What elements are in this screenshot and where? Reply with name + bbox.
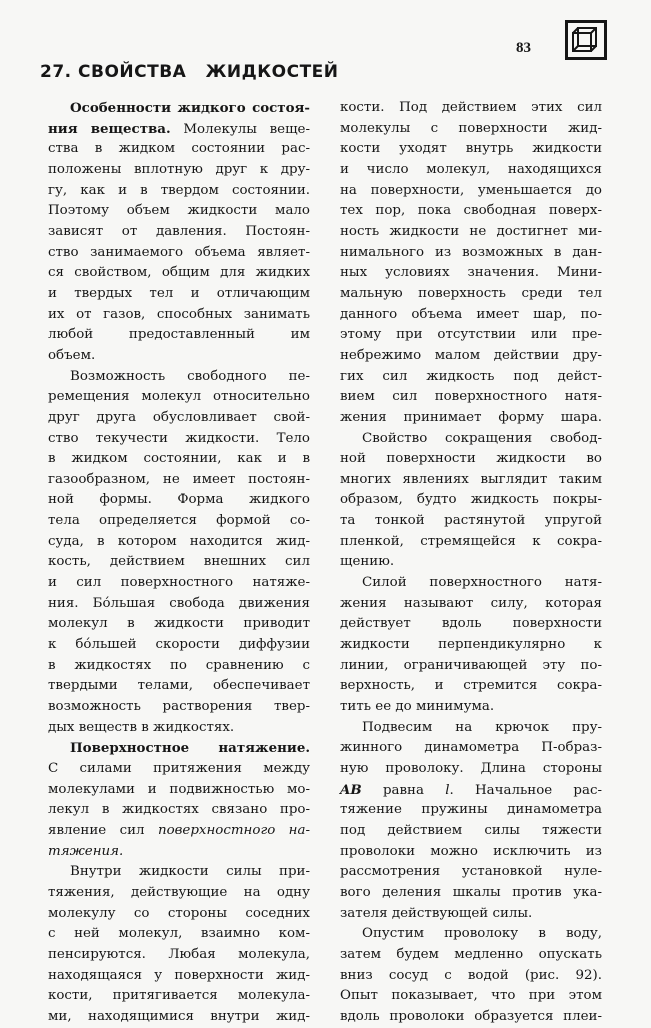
text-line xyxy=(340,511,602,532)
text-line xyxy=(48,594,310,615)
text-fragment: та тонкой растянутой упругой xyxy=(340,513,602,529)
text-line xyxy=(48,470,310,491)
text-fragment: дых веществ в жидкостях. xyxy=(48,719,235,735)
text-fragment: Силой поверхностного натя- xyxy=(362,575,602,591)
text-fragment: AB xyxy=(340,781,362,798)
text-line xyxy=(48,222,310,243)
text-line xyxy=(340,883,602,904)
text-line xyxy=(340,986,602,1007)
text-line xyxy=(340,532,602,553)
text-fragment: Подвесим на крючок пру- xyxy=(362,719,602,735)
right-column xyxy=(340,98,602,1028)
text-fragment: ся свойством, общим для жидких xyxy=(48,265,310,281)
left-column xyxy=(48,98,310,1028)
text-line xyxy=(340,470,602,491)
text-line xyxy=(340,904,602,925)
text-fragment: Особенности жидкого состоя- xyxy=(70,100,310,116)
text-fragment: лекул в жидкостях связано про- xyxy=(48,802,310,818)
text-fragment: под действием силы тяжести xyxy=(340,822,602,838)
text-fragment: проволоки можно исключить из xyxy=(340,843,602,859)
text-line xyxy=(340,635,602,656)
text-line xyxy=(340,924,602,945)
text-line xyxy=(340,367,602,388)
text-fragment: вдоль проволоки образуется плеи- xyxy=(340,1008,602,1024)
text-line xyxy=(340,614,602,635)
text-line xyxy=(48,387,310,408)
text-fragment: ство текучести жидкости. Тело xyxy=(48,430,310,446)
text-line xyxy=(48,367,310,388)
text-line xyxy=(340,594,602,615)
text-line xyxy=(48,821,310,842)
text-line xyxy=(340,243,602,264)
text-fragment: твердыми телами, обеспечивает xyxy=(48,678,310,694)
text-line xyxy=(48,966,310,987)
text-line xyxy=(340,98,602,119)
text-line xyxy=(340,263,602,284)
text-fragment: Свойство сокращения свобод- xyxy=(362,430,602,446)
text-line xyxy=(340,676,602,697)
text-line xyxy=(48,305,310,326)
text-fragment: в жидком состоянии, как и в xyxy=(48,451,310,467)
text-line xyxy=(48,718,310,739)
page-number: 83 xyxy=(516,40,531,56)
text-fragment: верхность, и стремится сокра- xyxy=(340,678,602,694)
text-line xyxy=(340,490,602,511)
text-line xyxy=(340,862,602,883)
text-fragment: находящаяся у поверхности жид- xyxy=(48,967,310,983)
text-fragment: ность жидкости не достигнет ми- xyxy=(340,223,602,239)
text-line xyxy=(340,181,602,202)
text-fragment: объем. xyxy=(48,347,96,363)
text-line xyxy=(340,449,602,470)
text-fragment: ремещения молекул относительно xyxy=(48,389,310,405)
text-line xyxy=(340,718,602,739)
text-fragment: Поэтому объем жидкости мало xyxy=(48,203,310,219)
text-line xyxy=(48,346,310,367)
text-fragment: линии, ограничивающей эту по- xyxy=(340,657,602,673)
text-fragment: . Начальное рас- xyxy=(449,782,602,798)
text-fragment: молекулами и подвижностью мо- xyxy=(48,781,310,797)
text-fragment: ной формы. Форма жидкого xyxy=(48,492,310,508)
text-fragment: ния. Бо́льшая свобода движения xyxy=(48,595,310,611)
text-line xyxy=(48,243,310,264)
text-line xyxy=(48,945,310,966)
text-fragment: многих явлениях выглядит таким xyxy=(340,471,602,487)
text-line xyxy=(340,284,602,305)
text-line xyxy=(340,429,602,450)
text-fragment: кости. Под действием этих сил xyxy=(340,100,602,115)
text-line xyxy=(48,862,310,883)
text-line xyxy=(48,986,310,1007)
text-line xyxy=(340,160,602,181)
text-line xyxy=(340,697,602,718)
text-fragment: молекул в жидкости приводит xyxy=(48,616,310,632)
text-fragment: и твердых тел и отличающим xyxy=(48,285,310,301)
text-fragment: с ней молекул, взаимно ком- xyxy=(48,926,310,942)
text-fragment: жения принимает форму шара. xyxy=(340,409,602,425)
text-line xyxy=(340,325,602,346)
text-line xyxy=(48,573,310,594)
text-fragment: пенсируются. Любая молекула, xyxy=(48,946,310,962)
text-fragment: Опыт показывает, что при этом xyxy=(340,988,602,1004)
text-fragment: l xyxy=(445,782,450,798)
text-line xyxy=(48,800,310,821)
text-line xyxy=(340,305,602,326)
text-fragment: небрежимо малом действии дру- xyxy=(340,347,602,363)
text-line xyxy=(48,119,310,140)
text-line xyxy=(48,160,310,181)
text-line xyxy=(48,697,310,718)
text-line xyxy=(340,738,602,759)
text-line xyxy=(340,552,602,573)
text-line xyxy=(48,325,310,346)
text-fragment: Возможность свободного пе- xyxy=(70,368,310,384)
text-fragment: Опустим проволоку в воду, xyxy=(362,926,602,942)
text-line xyxy=(340,139,602,160)
text-fragment: затем будем медленно опускать xyxy=(340,946,602,962)
text-line xyxy=(48,759,310,780)
text-line xyxy=(340,780,602,801)
text-fragment: друг друга обусловливает свой- xyxy=(48,409,310,425)
text-fragment: суда, в котором находится жид- xyxy=(48,533,310,549)
text-fragment: мальную поверхность среди тел xyxy=(340,285,602,301)
text-line xyxy=(340,573,602,594)
text-fragment: жидкости перпендикулярно к xyxy=(340,637,602,653)
text-line xyxy=(340,222,602,243)
text-fragment: жинного динамометра П-образ- xyxy=(340,740,602,756)
text-fragment: жения называют силу, которая xyxy=(340,595,602,611)
text-fragment: молекулы с поверхности жид- xyxy=(340,120,602,136)
text-fragment: Внутри жидкости силы при- xyxy=(70,864,310,880)
text-fragment: тех пор, пока свободная поверх- xyxy=(340,203,602,219)
text-line xyxy=(340,759,602,780)
text-fragment: вого деления шкалы против ука- xyxy=(340,884,602,900)
text-line xyxy=(48,738,310,759)
text-line xyxy=(48,429,310,450)
text-fragment: тяжение пружины динамометра xyxy=(340,802,602,818)
text-fragment: тела определяется формой со- xyxy=(48,513,310,529)
text-line xyxy=(340,201,602,222)
text-fragment: данного объема имеет шар, по- xyxy=(340,306,602,322)
text-line xyxy=(340,842,602,863)
text-line xyxy=(48,842,310,863)
text-fragment: этому при отсутствии или пре- xyxy=(340,327,602,343)
text-line xyxy=(48,656,310,677)
cube-frame-icon xyxy=(565,20,607,60)
text-fragment: тяжения. xyxy=(48,843,124,859)
text-fragment: ной поверхности жидкости во xyxy=(340,451,602,467)
text-line xyxy=(340,656,602,677)
text-fragment: гих сил жидкость под дейст- xyxy=(340,368,602,384)
text-line xyxy=(48,181,310,202)
text-fragment: газообразном, не имеет постоян- xyxy=(48,471,310,487)
text-fragment: их от газов, способных занимать xyxy=(48,306,310,322)
text-line xyxy=(340,966,602,987)
text-fragment: щению. xyxy=(340,554,395,570)
text-fragment: нимального из возможных в дан- xyxy=(340,244,602,260)
text-fragment: ства в жидком состоянии рас- xyxy=(48,141,310,157)
text-line xyxy=(340,821,602,842)
text-line xyxy=(48,263,310,284)
text-line xyxy=(48,511,310,532)
text-fragment: Молекулы веще- xyxy=(170,121,310,137)
text-fragment: рассмотрения установкой нуле- xyxy=(340,864,602,880)
text-fragment: молекулу со стороны соседних xyxy=(48,905,310,921)
text-fragment: тяжения, действующие на одну xyxy=(48,884,310,900)
text-fragment: кости, притягивается молекула- xyxy=(48,988,310,1004)
text-fragment: вием сил поверхностного натя- xyxy=(340,389,602,405)
text-fragment: любой предоставленный им xyxy=(48,327,310,343)
text-fragment: поверхностного на- xyxy=(157,822,311,838)
text-fragment: тить ее до минимума. xyxy=(340,699,495,715)
text-line xyxy=(48,201,310,222)
text-line xyxy=(340,800,602,821)
text-fragment: и число молекул, находящихся xyxy=(340,161,602,177)
text-fragment: кость, действием внешних сил xyxy=(48,554,310,570)
text-line xyxy=(48,552,310,573)
text-fragment: образом, будто жидкость покры- xyxy=(340,492,602,508)
text-line xyxy=(340,408,602,429)
text-line xyxy=(48,532,310,553)
text-line xyxy=(48,139,310,160)
text-fragment: действует вдоль поверхности xyxy=(340,616,602,632)
text-fragment: кости уходят внутрь жидкости xyxy=(340,141,602,157)
text-line xyxy=(340,387,602,408)
text-fragment: ство занимаемого объема являет- xyxy=(48,244,310,260)
text-fragment: и сил поверхностного натяже- xyxy=(48,575,310,591)
text-line xyxy=(340,346,602,367)
text-fragment: равна xyxy=(361,782,446,798)
text-line xyxy=(48,98,310,119)
text-fragment: ми, находящимися внутри жид- xyxy=(48,1008,310,1024)
text-fragment: ных условиях значения. Мини- xyxy=(340,265,602,281)
text-line xyxy=(48,1007,310,1028)
text-line xyxy=(48,284,310,305)
text-line xyxy=(48,676,310,697)
text-line xyxy=(48,490,310,511)
text-fragment: возможность растворения твер- xyxy=(48,699,310,715)
text-fragment: ния вещества. xyxy=(48,120,171,137)
text-line xyxy=(48,449,310,470)
text-fragment: зателя действующей силы. xyxy=(340,905,533,921)
text-line xyxy=(48,780,310,801)
text-line xyxy=(48,614,310,635)
text-line xyxy=(48,408,310,429)
text-line xyxy=(48,904,310,925)
text-fragment: ную проволоку. Длина стороны xyxy=(340,761,602,776)
text-line xyxy=(340,119,602,140)
text-fragment: гу, как и в твердом состоянии. xyxy=(48,182,310,198)
text-fragment: на поверхности, уменьшается до xyxy=(340,182,602,198)
text-fragment: в жидкостях по сравнению с xyxy=(48,657,310,673)
text-line xyxy=(340,945,602,966)
text-fragment: Поверхностное натяжение. xyxy=(70,740,310,757)
text-fragment: явление сил xyxy=(48,822,158,838)
text-fragment: вниз сосуд с водой (рис. 92). xyxy=(340,967,602,983)
text-line xyxy=(48,635,310,656)
text-line xyxy=(48,924,310,945)
section-heading: 27. СВОЙСТВА ЖИДКОСТЕЙ xyxy=(40,62,339,82)
text-fragment: к бо́льшей скорости диффузии xyxy=(48,637,310,653)
text-fragment: С силами притяжения между xyxy=(48,761,310,776)
text-fragment: зависят от давления. Постоян- xyxy=(48,223,310,239)
text-line xyxy=(340,1007,602,1028)
text-fragment: пленкой, стремящейся к сокра- xyxy=(340,533,602,549)
text-line xyxy=(48,883,310,904)
text-fragment: положены вплотную друг к дру- xyxy=(48,161,310,177)
